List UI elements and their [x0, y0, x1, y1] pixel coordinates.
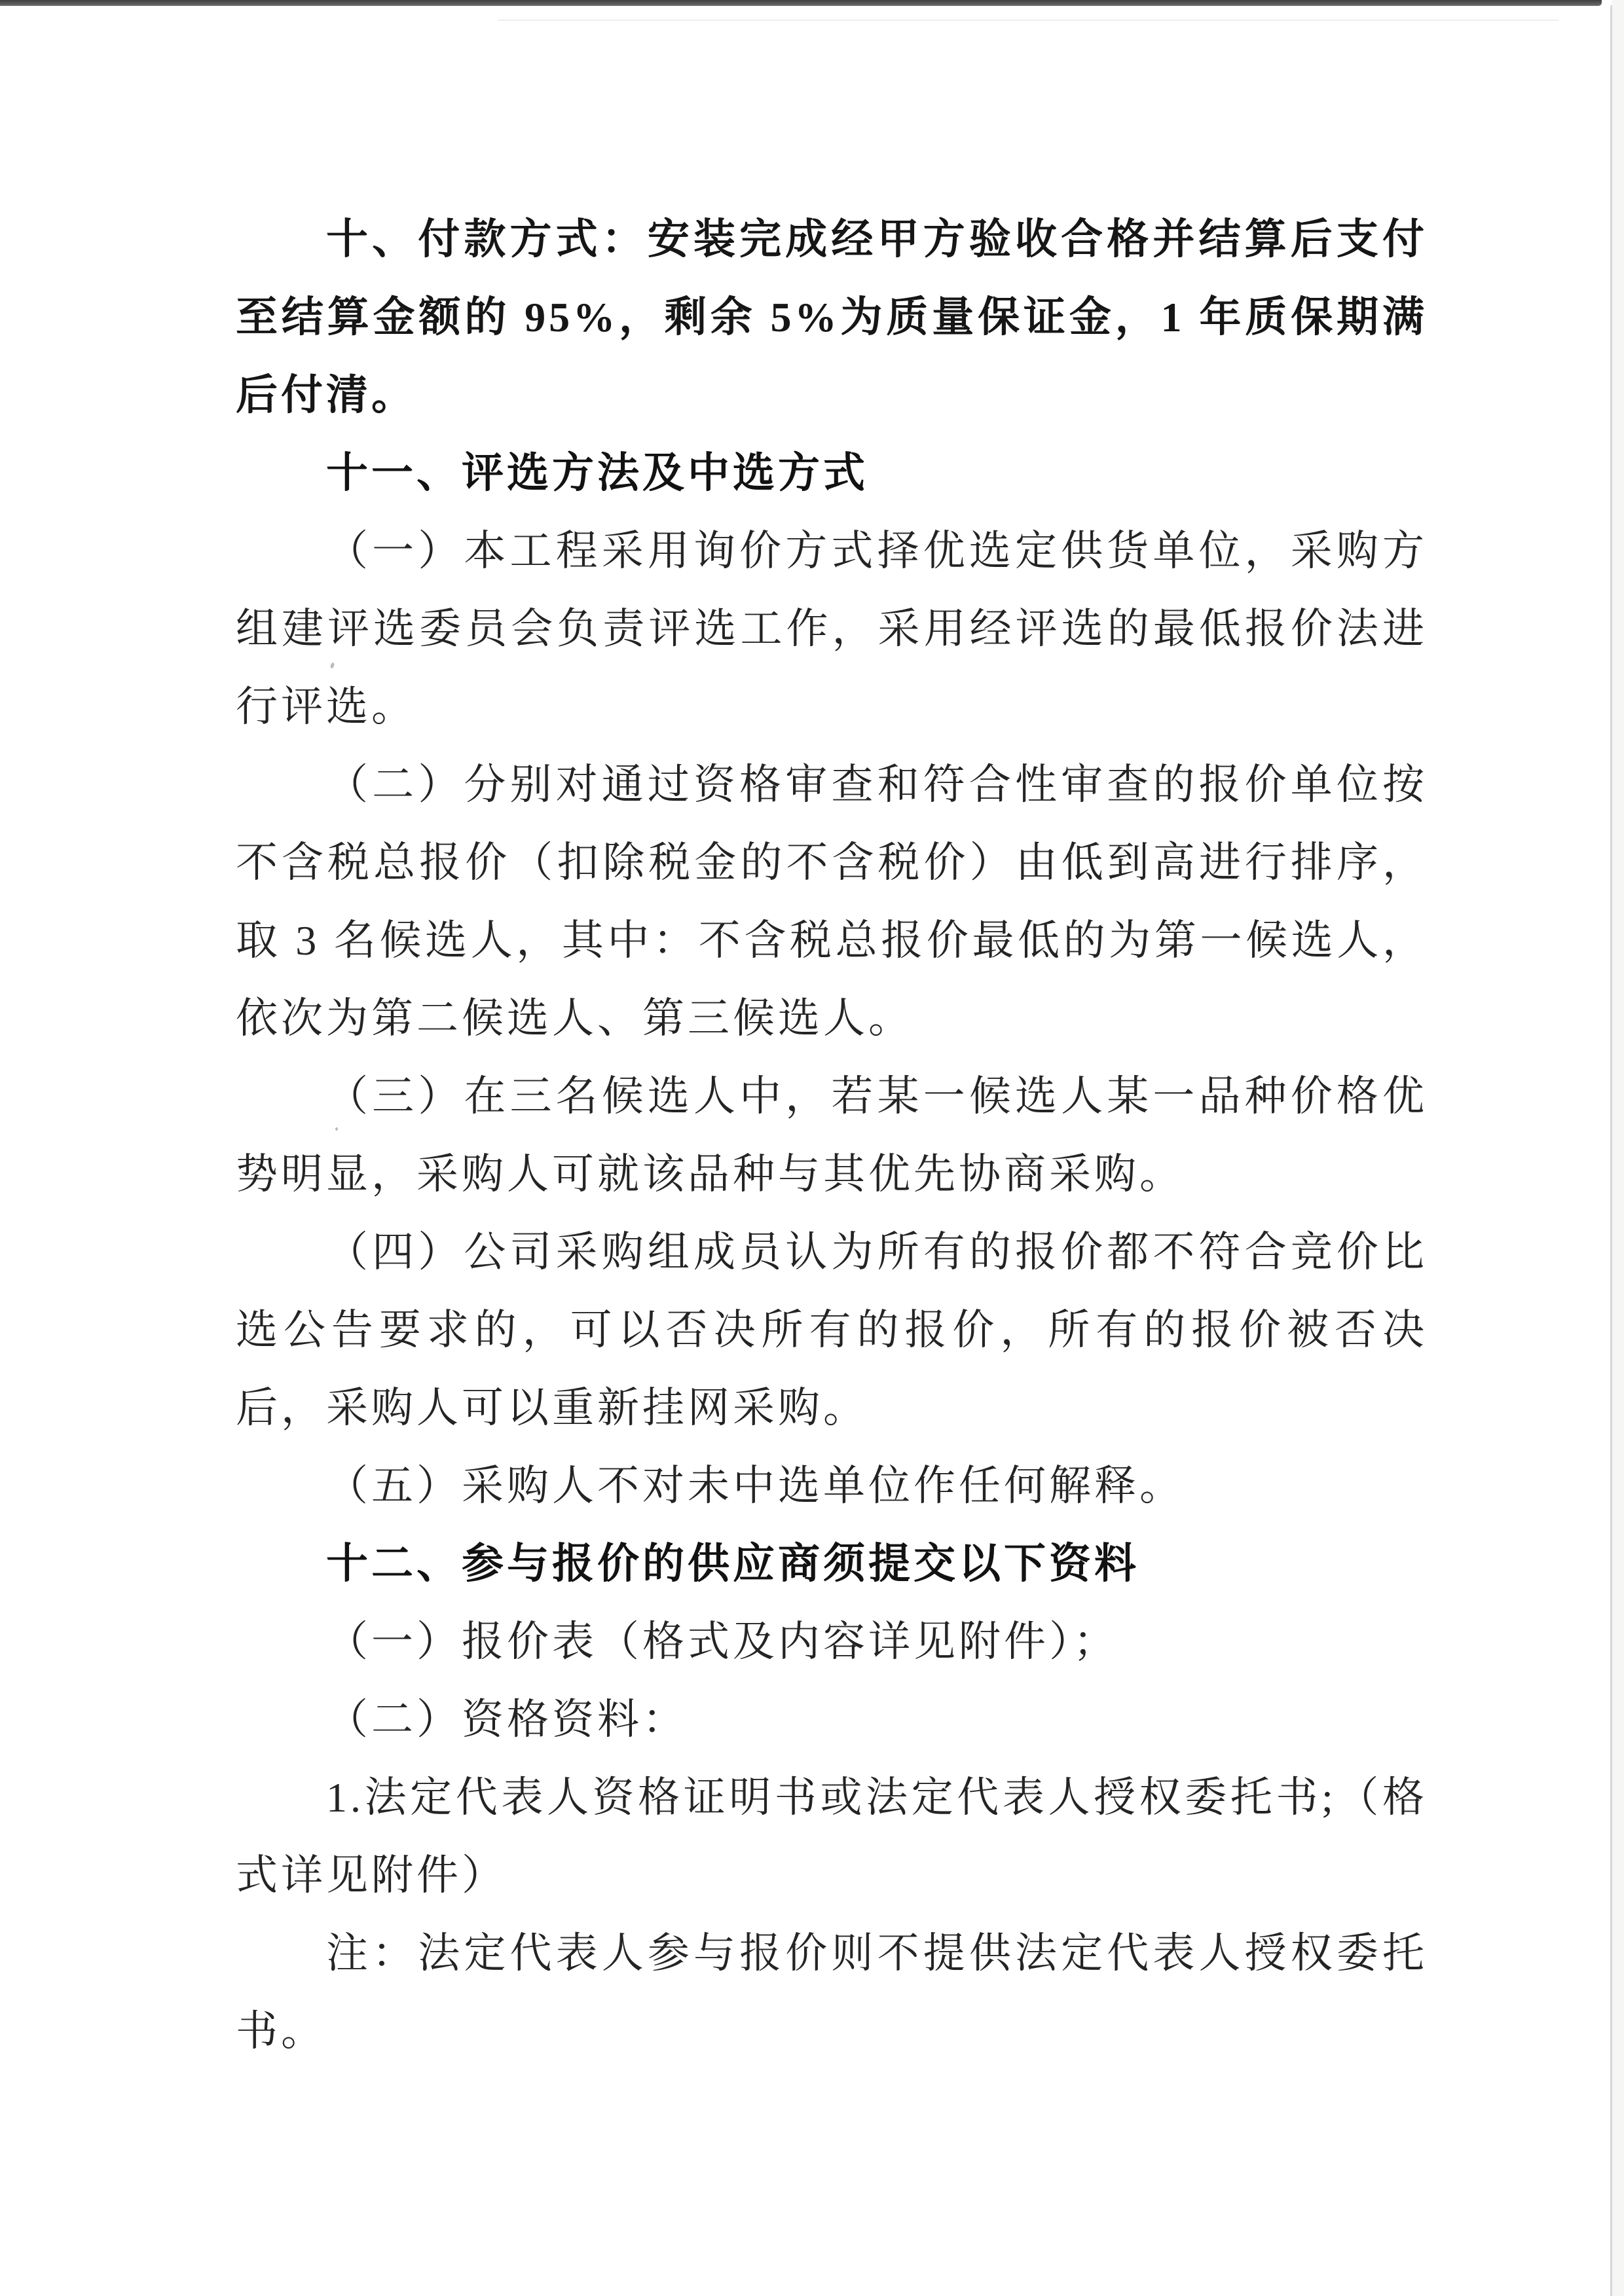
paragraph-item-2-qualification-documents: （二）资格资料： — [326, 1696, 688, 1743]
paragraph-item-2-ranking-rule: （二）分别对通过资格审查和符合性审查的报价单位按不含税总报价（扣除税金的不含税价）由低到高进行排序，取 3 名候选人，其中：不含税总报价最低的为第一候选人，依次为第二候选人、第三候选人。 — [236, 761, 1428, 1042]
paragraph-item-4-rejection-rule: （四）公司采购组成员认为所有的报价都不符合竞价比选公告要求的，可以否决所有的报价，所有的报价被否决后，采购人可以重新挂网采购。 — [236, 1229, 1428, 1431]
paragraph-item-1-quotation-form: （一）报价表（格式及内容详见附件）； — [326, 1618, 1118, 1665]
scan-right-edge — [1610, 5, 1612, 2296]
paragraph-item-1-inquiry-method: （一）本工程采用询价方式择优选定供货单位，采购方组建评选委员会负责评选工作，采用经评选的最低报价法进行评选。 — [236, 528, 1428, 730]
heading-section-12-required-documents: 十二、参与报价的供应商须提交以下资料 — [326, 1540, 1139, 1587]
paragraph-legal-representative-certificate: 1.法定代表人资格证明书或法定代表人授权委托书;（格式详见附件） — [236, 1774, 1428, 1899]
scan-top-edge — [0, 0, 1602, 6]
paragraph-item-5-no-explanation: （五）采购人不对未中选单位作任何解释。 — [326, 1463, 1185, 1509]
scan-top-faint-line — [498, 20, 1559, 21]
scan-right-margin — [1612, 0, 1624, 2296]
heading-section-11-evaluation-method: 十一、评选方法及中选方式 — [326, 449, 868, 496]
paragraph-payment-terms: 十、付款方式：安装完成经甲方验收合格并结算后支付至结算金额的 95%，剩余 5%为质量保证金，1 年质保期满后付清。 — [236, 216, 1428, 418]
document-body — [236, 200, 1428, 2070]
paragraph-note-legal-representative: 注：法定代表人参与报价则不提供法定代表人授权委托书。 — [236, 1930, 1428, 2054]
paragraph-item-3-price-advantage: （三）在三名候选人中，若某一候选人某一品种价格优势明显，采购人可就该品种与其优先协商采购。 — [236, 1073, 1428, 1197]
